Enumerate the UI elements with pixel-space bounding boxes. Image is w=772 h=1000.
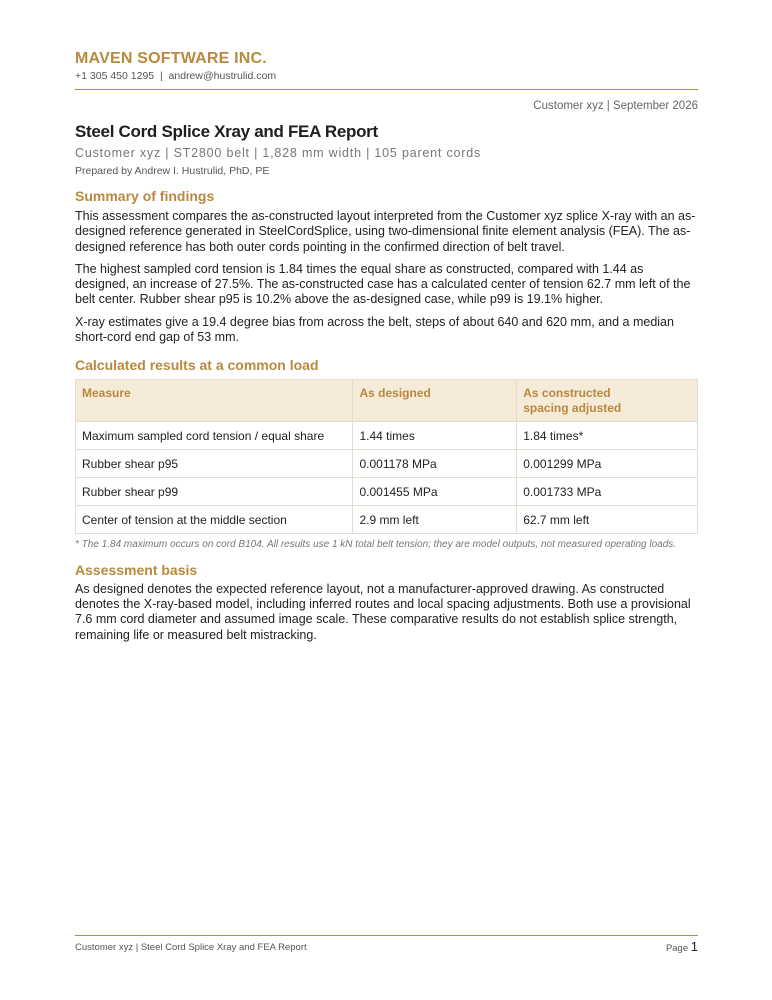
basis-paragraph: As designed denotes the expected reference layout, not a manufacturer-approved drawing. As constructed denotes the X-ray-based model, including inferred routes and local spacing adjustments. Both use a provisional 7.6 mm cord diameter and assumed image scale. These comparative results do not establish splice strength, remaining life or measured belt mistracking.	[75, 581, 691, 642]
contact-separator: |	[159, 70, 163, 82]
header-divider	[75, 89, 698, 90]
customer-date: Customer xyz | September 2026	[533, 100, 698, 112]
cell-designed: 0.001178 MPa	[353, 450, 517, 478]
column-header-designed: As designed	[353, 380, 517, 422]
page-label: Page	[665, 943, 689, 954]
results-heading: Calculated results at a common load	[75, 357, 319, 374]
summary-heading: Summary of findings	[75, 188, 215, 204]
cell-measure: Rubber shear p99	[76, 478, 353, 506]
report-subtitle: Customer xyz | ST2800 belt | 1,828 mm width | 105 parent cords	[75, 146, 482, 160]
contact-line	[75, 70, 276, 82]
footer-divider	[75, 935, 698, 936]
cell-constructed: 1.84 times*	[517, 422, 698, 450]
table-row	[76, 506, 698, 534]
cell-designed: 2.9 mm left	[353, 506, 517, 534]
page-indicator	[666, 939, 698, 954]
cell-designed: 0.001455 MPa	[353, 478, 517, 506]
contact-email: andrew@hustrulid.com	[168, 70, 277, 82]
cell-measure: Center of tension at the middle section	[76, 506, 353, 534]
column-header-measure: Measure	[76, 380, 353, 422]
summary-paragraph: The highest sampled cord tension is 1.84 times the equal share as constructed, compared with 1.44 as designed, an increase of 27.5%. The as-constructed case has a calculated center of tension 62.7 mm left of the belt center. Rubber shear p95 is 10.2% above the as-designed case, while p99 is 19.1% higher.	[75, 261, 691, 307]
table-row	[76, 478, 698, 506]
report-page	[75, 0, 698, 1000]
cell-constructed: 0.001733 MPa	[517, 478, 698, 506]
basis-heading: Assessment basis	[75, 561, 198, 578]
cell-measure: Rubber shear p95	[76, 450, 353, 478]
footer-title: Customer xyz | Steel Cord Splice Xray and FEA Report	[75, 942, 307, 953]
table-header-row	[76, 380, 698, 422]
cell-constructed: 0.001299 MPa	[517, 450, 698, 478]
page-number: 1	[690, 939, 698, 954]
cell-measure: Maximum sampled cord tension / equal share	[76, 422, 353, 450]
table-row	[76, 450, 698, 478]
table-footnote: * The 1.84 maximum occurs on cord B104. All results use 1 kN total belt tension; they are model outputs, not measured operating loads.	[75, 539, 677, 551]
summary-paragraph: X-ray estimates give a 19.4 degree bias from across the belt, steps of about 640 and 620 mm, and a median short-cord end gap of 53 mm.	[75, 314, 674, 345]
report-body	[75, 188, 698, 643]
company-name: MAVEN SOFTWARE INC.	[75, 50, 267, 67]
report-title: Steel Cord Splice Xray and FEA Report	[75, 122, 378, 141]
summary-paragraph: This assessment compares the as-constructed layout interpreted from the Customer xyz splice X-ray with an as-designed reference generated in SteelCordSplice, using two-dimensional finite element analysis (FEA). The as-designed reference has both outer cords pointing in the confirmed direction of belt travel.	[75, 209, 696, 254]
column-header-constructed-line2: spacing adjusted	[523, 400, 622, 415]
table-row	[76, 422, 698, 450]
column-header-constructed	[517, 380, 698, 422]
column-header-constructed-line1: As constructed	[523, 386, 611, 401]
cell-designed: 1.44 times	[353, 422, 517, 450]
cell-constructed: 62.7 mm left	[517, 506, 698, 534]
contact-phone: +1 305 450 1295	[75, 70, 155, 82]
results-table	[75, 379, 698, 534]
prepared-by: Prepared by Andrew I. Hustrulid, PhD, PE	[75, 165, 270, 177]
